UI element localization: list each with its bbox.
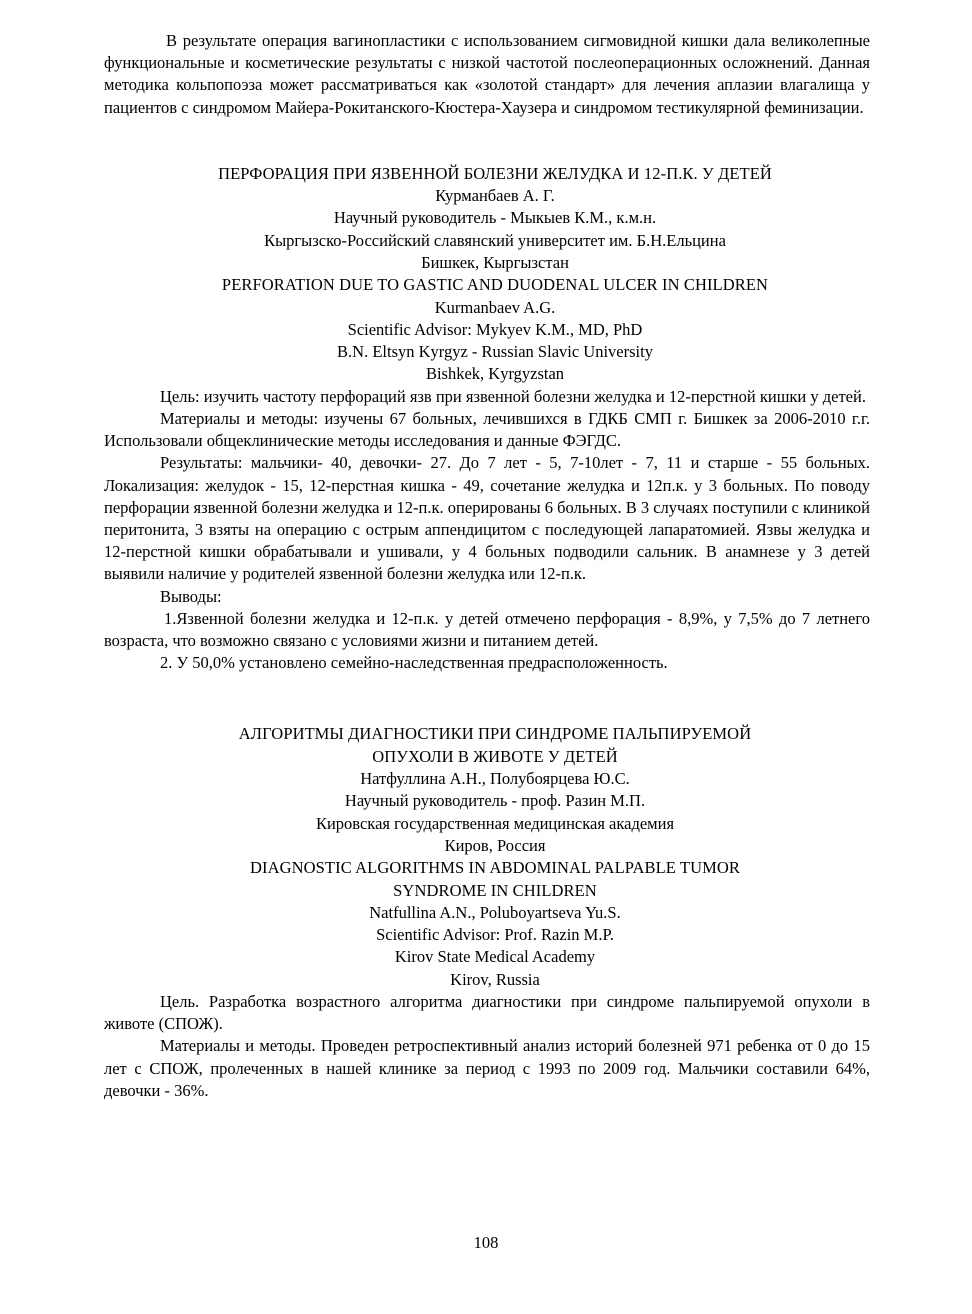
article1-conclusion-1: 1.Язвенной болезни желудка и 12-п.к. у детей отмечено перфорация - 8,9%, у 7,5% до 7 летнего возраста, что возможно связано с условиями жизни и питанием детей.	[104, 608, 870, 651]
article2-methods: Материалы и методы. Проведен ретроспективный анализ историй болезней 971 ребенка от 0 до 15 лет с СПОЖ, пролеченных в нашей клинике за период с 1993 по 2009 год. Мальчики составили 64%, девочки - 36%.	[104, 1036, 870, 1100]
article2-authors-en: Natfullina A.N., Poluboyartseva Yu.S.	[369, 902, 621, 922]
document-page	[104, 30, 870, 1102]
article2-city-en: Kirov, Russia	[450, 969, 540, 989]
section-gap	[104, 674, 870, 717]
article2-institution-ru: Кировская государственная медицинская академия	[315, 813, 675, 833]
article2-city-ru: Киров, Россия	[444, 835, 546, 855]
article2-authors-ru: Натфуллина А.Н., Полубоярцева Ю.С.	[360, 769, 630, 789]
section-gap	[104, 119, 870, 162]
article1-institution-ru: Кыргызско-Российский славянский университет им. Б.Н.Ельцина	[264, 230, 726, 250]
article1-results: Результаты: мальчики- 40, девочки- 27. До 7 лет - 5, 7-10лет - 7, 11 и старше - 55 больных. Локализация: желудок - 15, 12-перстная кишка - 49, сочетание желудка и 12п.к. у 3 больных. По поводу перфорации язвенной болезни желудка и 12-п.к. оперированы 6 больных. В 3 случаях поступили с клиникой перитонита, 3 взяты на операцию с острым аппендицитом с последующей лапаратомией. Язвы желудка и 12-перстной кишки обрабатывали и ушивали, у 4 больных подводили сальник. В анамнезе у 3 детей выявили наличие у родителей язвенной болезни желудка или 12-п.к.	[104, 453, 870, 584]
article1-advisor-en: Scientific Advisor: Mykyev K.M., MD, PhD	[347, 319, 643, 339]
article2-header	[104, 723, 870, 991]
article1-title-en: PERFORATION DUE TO GASTIC AND DUODENAL ULCER IN CHILDREN	[221, 275, 769, 295]
article1-city-en: Bishkek, Kyrgyzstan	[425, 364, 565, 384]
article2-title-en-line1: DIAGNOSTIC ALGORITHMS IN ABDOMINAL PALPABLE TUMOR	[249, 858, 740, 878]
article2-advisor-en: Scientific Advisor: Prof. Razin M.P.	[376, 925, 614, 945]
article2-aim: Цель. Разработка возрастного алгоритма диагностики при синдроме пальпируемой опухоли в животе (СПОЖ).	[104, 991, 870, 1034]
page-number: 108	[473, 1233, 499, 1252]
article1-institution-en: B.N. Eltsyn Kyrgyz - Russian Slavic University	[337, 342, 653, 362]
article1-author-ru: Курманбаев А. Г.	[435, 186, 555, 206]
article2-title-en-line2: SYNDROME IN CHILDREN	[393, 880, 597, 900]
article1-conclusions-label: Выводы:	[160, 586, 222, 606]
article1-header	[104, 163, 870, 386]
article1-methods: Материалы и методы: изучены 67 больных, лечившихся в ГДКБ СМП г. Бишкек за 2006-2010 г.г. Использовали общеклинические методы исследования и данные ФЭГДС.	[104, 408, 870, 451]
article2-institution-en: Kirov State Medical Academy	[394, 947, 596, 967]
article1-advisor-ru: Научный руководитель - Мыкыев К.М., к.м.н.	[333, 208, 657, 228]
article2-title-ru-line1: АЛГОРИТМЫ ДИАГНОСТИКИ ПРИ СИНДРОМЕ ПАЛЬПИРУЕМОЙ	[238, 724, 752, 744]
article1-aim: Цель: изучить частоту перфораций язв при язвенной болезни желудка и 12-перстной кишки у детей.	[160, 386, 866, 406]
article1-title-ru: ПЕРФОРАЦИЯ ПРИ ЯЗВЕННОЙ БОЛЕЗНИ ЖЕЛУДКА И 12-П.К. У ДЕТЕЙ	[218, 163, 772, 183]
article1-conclusion-2: 2. У 50,0% установлено семейно-наследственная предрасположенность.	[160, 653, 668, 673]
article2-advisor-ru: Научный руководитель - проф. Разин М.П.	[344, 791, 646, 811]
article1-author-en: Kurmanbaev A.G.	[434, 297, 556, 317]
intro-paragraph: В результате операция вагинопластики с использованием сигмовидной кишки дала великолепные функциональные и косметические результаты с низкой частотой послеоперационных осложнений. Данная методика кольпопоэза может рассматриваться как «золотой стандарт» для лечения аплазии влагалища у пациентов с синдромом Майера-Рокитанского-Кюстера-Хаузера и синдромом тестикулярной феминизации.	[104, 31, 870, 117]
article1-city-ru: Бишкек, Кыргызстан	[421, 253, 569, 272]
article2-title-ru-line2: ОПУХОЛИ В ЖИВОТЕ У ДЕТЕЙ	[372, 746, 618, 766]
